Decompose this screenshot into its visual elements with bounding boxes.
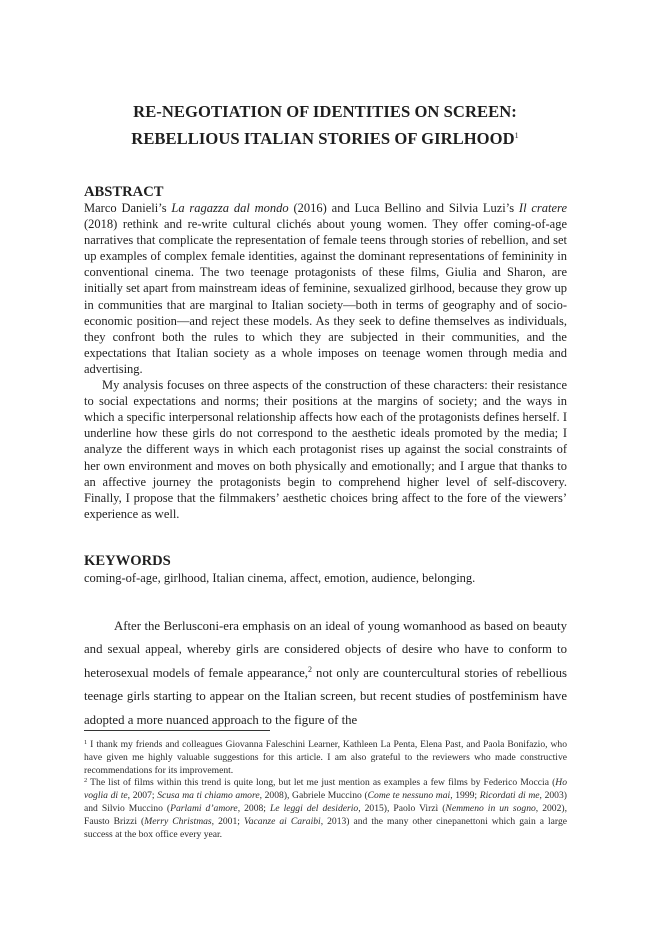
abstract-p1-text-c: (2018) rethink and re-write cultural clichés about young women. They offer coming-of-age narratives that complicate the representation of female teens through stories of rebellion, and set up examples of complex female identities, against the dominant representations of femininity in conventional cinema. The two teenage protagonists of these films, Giulia and Sharon, are initially set apart from mainstream ideas of feminine, sexualized girlhood, because they grow up in communities that are marginal to Italian society—both in terms of geography and of socio-economic position—and reject these models. As they seek to define themselves as individuals, they confront both the rules to which they are subjected in their communities, and the expectations that Italian society as a whole imposes on teenage women through media and advertising.	[84, 217, 567, 376]
footnote-2-text-2: , 2007;	[127, 790, 158, 802]
footnote-2-ref: 2	[84, 777, 88, 785]
main-paragraph	[84, 615, 567, 732]
footnote-separator	[84, 730, 270, 731]
keywords-list: coming-of-age, girlhood, Italian cinema, affect, emotion, audience, belonging.	[84, 571, 476, 585]
abstract-p1-text-a: Marco Danieli’s	[84, 201, 172, 215]
footnote-2	[84, 777, 567, 841]
footnote-2-text-1: The list of films within this trend is quite long, but let me just mention as examples a few films by Federico Moccia (	[87, 777, 556, 789]
title-line-2-text: REBELLIOUS ITALIAN STORIES OF GIRLHOOD	[131, 129, 515, 148]
footnote-2-text-9: , 2001;	[211, 815, 244, 827]
abstract-paragraph-2: My analysis focuses on three aspects of the construction of these characters: their resistance to social expectations and norms; their positions at the margins of society; and the ways in which a specific interpersonal relationship affects how each of the protagonists defines herself. I underline how these girls do not correspond to the aesthetic ideals promoted by the media; I analyze the different ways in which each protagonist rises up against the social constraints of her own environment and moves on both physically and emotionally; and I argue that thanks to an affective journey the protagonists begin to comprehend higher level of self-discovery. Finally, I propose that the filmmakers’ aesthetic choices bring affect to the fore of the viewers’ experience as well.	[84, 378, 567, 521]
footnote-1-ref: 1	[84, 739, 88, 746]
footnote-1-text: I thank my friends and colleagues Giovanna Faleschini Learner, Kathleen La Penta, Elena Past, and Paola Bonifazio, who have given me highly valuable suggestions for this article. I am also grateful to the reviewers who made constructive recommendations for its improvement.	[84, 739, 567, 776]
main-footnote-ref[interactable]: 2	[308, 664, 312, 674]
abstract-body	[84, 200, 567, 522]
abstract-p1-text-b: (2016) and Luca Bellino and Silvia Luzi’s	[288, 201, 519, 215]
film-title-ho-voglia: Ho voglia di te	[84, 777, 567, 802]
paper-title	[60, 100, 590, 151]
film-title-leggi: Le leggi del desiderio	[269, 802, 359, 814]
title-footnote-ref[interactable]: 1	[514, 131, 519, 140]
film-title-scusa: Scusa ma ti chiamo amore	[157, 790, 260, 802]
main-text-a: After the Berlusconi-era emphasis on an ideal of young womanhood as based on beauty and sexual appeal, whereby girls are considered objects of desire who have to conform to heterosexual models of female appearance,	[84, 619, 567, 680]
keywords-heading: KEYWORDS	[84, 553, 171, 569]
abstract-heading: ABSTRACT	[84, 184, 164, 200]
footnote-2-text-3: , 2008), Gabriele Muccino (	[259, 790, 368, 802]
film-title-ricordati: Ricordati di me	[479, 790, 540, 802]
film-title-come-te: Come te nessuno mai	[367, 790, 451, 802]
footnote-2-text-4: , 1999;	[450, 790, 480, 802]
footnote-2-text-10: , 2013) and the many other cinepanettoni which gain a large success at the box office every year.	[84, 815, 567, 840]
footnote-2-text-8: , 2002), Fausto Brizzi (	[84, 802, 567, 827]
main-text-b: not only are countercultural stories of rebellious teenage girls starting to appear on the Italian screen, but recent studies of postfeminism have adopted a more nuanced approach to the figure of the	[84, 665, 567, 727]
title-line-2	[60, 124, 590, 151]
footnote-2-text-6: , 2008;	[237, 802, 270, 814]
footnote-1	[84, 739, 567, 777]
film-title-ragazza: La ragazza dal mondo	[171, 201, 289, 215]
film-title-parlami: Parlami d’amore	[170, 802, 238, 814]
footnotes	[84, 739, 567, 841]
footnote-2-text-5: , 2003) and Silvio Muccino (	[84, 790, 567, 814]
film-title-cratere: Il cratere	[518, 201, 567, 215]
film-title-merry-christmas: Merry Christmas	[144, 815, 212, 827]
film-title-nemmeno: Nemmeno in un sogno	[445, 802, 536, 814]
abstract-paragraph-1	[84, 200, 567, 377]
title-line-1: RE-NEGOTIATION OF IDENTITIES ON SCREEN:	[133, 102, 517, 121]
film-title-vacanze: Vacanze ai Caraibi	[243, 815, 321, 827]
footnote-2-text-7: , 2015), Paolo Virzì (	[358, 802, 446, 814]
